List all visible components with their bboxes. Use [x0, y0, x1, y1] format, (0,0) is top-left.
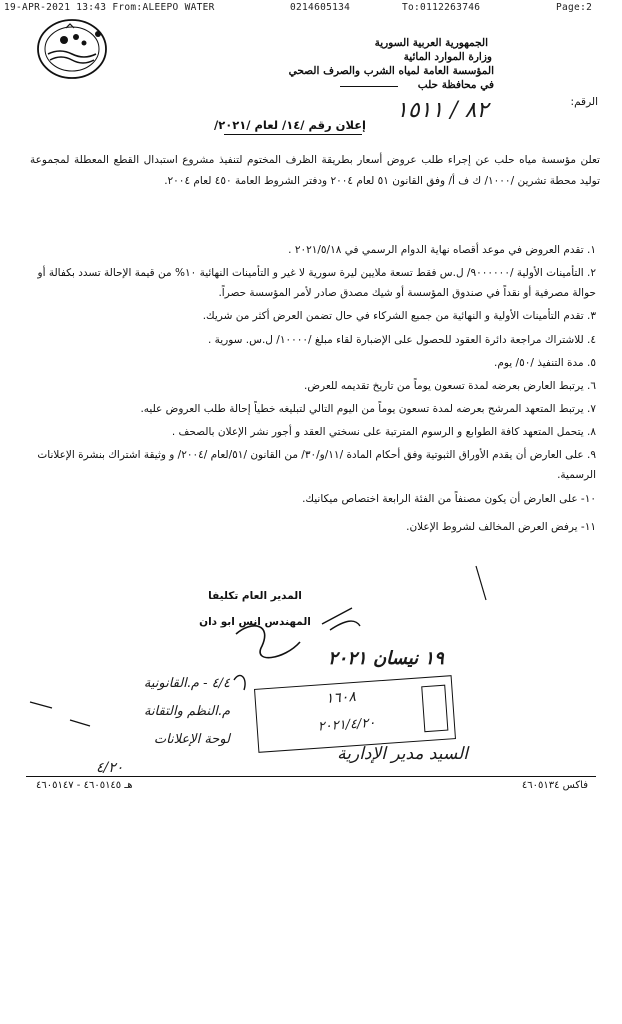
routing-note-1: ٤/٤ - م.القانونية — [143, 676, 230, 691]
routing-note-2: م.النظم والتقانة — [143, 704, 230, 719]
letterhead-line-4: في محافظة حلب — [417, 79, 494, 91]
condition-7: ٧. يرتبط المتعهد المرشح بعرضه لمدة تسعون يوماً من اليوم التالي لتبليغه خطياً إحالة طلب العروض عليه. — [140, 403, 596, 415]
footer-fax: فاكس ٤٦٠٥١٣٤ — [521, 780, 588, 791]
routing-note-4: ٤/٢٠ — [96, 760, 124, 776]
condition-8: ٨. يتحمل المتعهد كافة الطوابع و الرسوم المترتبة على نسختي العقد و أجور نشر الإعلان بالصحف . — [171, 426, 596, 438]
conditions-list — [30, 240, 596, 537]
condition-10: ١٠- على العارض أن يكون مصنفاً من الفئة الرابعة اختصاص ميكانيك. — [302, 493, 596, 505]
fax-to-number: To:0112263746 — [402, 2, 481, 13]
intro-paragraph: تعلن مؤسسة مياه حلب عن إجراء طلب عروض أسعار بطريقة الظرف المختوم لتنفيذ مشروع استبدال القطع المعطلة لمجموعة توليد محطة تشرين /١٠٠٠/ ك ف أ/ وفق القانون ٥١ لعام ٢٠٠٤ ودفتر الشروط العامة ٤٥٠ لعام ٢٠٠٤. — [30, 154, 600, 187]
handwritten-signoff: السيد مدير الإدارية — [337, 744, 468, 764]
letterhead-line-3: المؤسسة العامة لمياه الشرب والصرف الصحي — [288, 65, 494, 77]
condition-11: ١١- يرفض العرض المخالف لشروط الإعلان. — [406, 521, 596, 533]
letterhead-line-2: وزارة الموارد المائية — [403, 51, 492, 63]
footer-phones: هـ ٤٦٠٥١٤٥ - ٤٦٠٥١٤٧ — [36, 780, 133, 791]
condition-3: ٣. تقدم التأمينات الأولية و النهائية من جميع الشركاء في حال تضمن العرض أكثر من شريك. — [202, 310, 596, 322]
condition-9: ٩. على العارض أن يقدم الأوراق الثبوتية وفق أحكام المادة /١١/و/٣٠/ من القانون /٥١/لعام /٢٠٠٤/ و وثيقة اشتراك بنشرة الإعلانات الرسمية. — [37, 449, 596, 481]
fax-page-number: Page:2 — [556, 2, 593, 13]
condition-4: ٤. للاشتراك مراجعة دائرة العقود للحصول على الإضبارة لقاء مبلغ /١٠٠٠٠/ ل.س. سورية . — [207, 334, 596, 346]
fax-datetime-from: 19-APR-2021 13:43 From:ALEEPO WATER — [4, 2, 215, 13]
announcement-title: إعلان رقم /١٤/ لعام /٢٠٢١/ — [213, 118, 367, 132]
signature-name: المهندس انس ابو دان — [199, 616, 311, 628]
stamp-number: ١٦٠٨ — [325, 688, 357, 707]
footer-rule — [26, 776, 596, 777]
title-underline — [224, 134, 362, 135]
reference-label: الرقم: — [570, 96, 598, 108]
routing-note-3: لوحة الإعلانات — [153, 732, 230, 747]
stamp-box — [421, 685, 448, 733]
letterhead-line-1: الجمهورية العربية السورية — [374, 37, 488, 49]
condition-5: ٥. مدة التنفيذ /٥٠/ يوم. — [494, 357, 596, 369]
fax-from-number: 0214605134 — [290, 2, 351, 13]
condition-2: ٢. التأمينات الأولية /٩٠٠٠٠٠٠/ ل.س فقط تسعة ملايين ليرة سورية لا غير و التأمينات النهائية ١٠% من قيمة الإحالة تسدد بكفالة أو حوالة مصرفية أو نقداً في صندوق المؤسسة أو شيك مصدق صادر لأمر المؤسسة حصراً. — [37, 267, 596, 299]
letterhead-underline — [340, 86, 398, 87]
stamp-date: ٢٠٢١/٤/٢٠ — [317, 715, 376, 735]
condition-1: ١. تقدم العروض في موعد أقصاه نهاية الدوام الرسمي في ٢٠٢١/٥/١٨ . — [288, 244, 596, 256]
letterhead — [264, 36, 494, 92]
organization-logo — [36, 18, 108, 80]
handwritten-date: ١٩ نيسان ٢٠٢١ — [328, 648, 444, 669]
condition-6: ٦. يرتبط العارض بعرضه لمدة تسعون يوماً من تاريخ تقديمه للعرض. — [304, 380, 596, 392]
signature-title: المدير العام تكليفا — [208, 590, 302, 602]
reference-handwritten-number: ٨٢ / ١٥١١ — [396, 98, 489, 123]
